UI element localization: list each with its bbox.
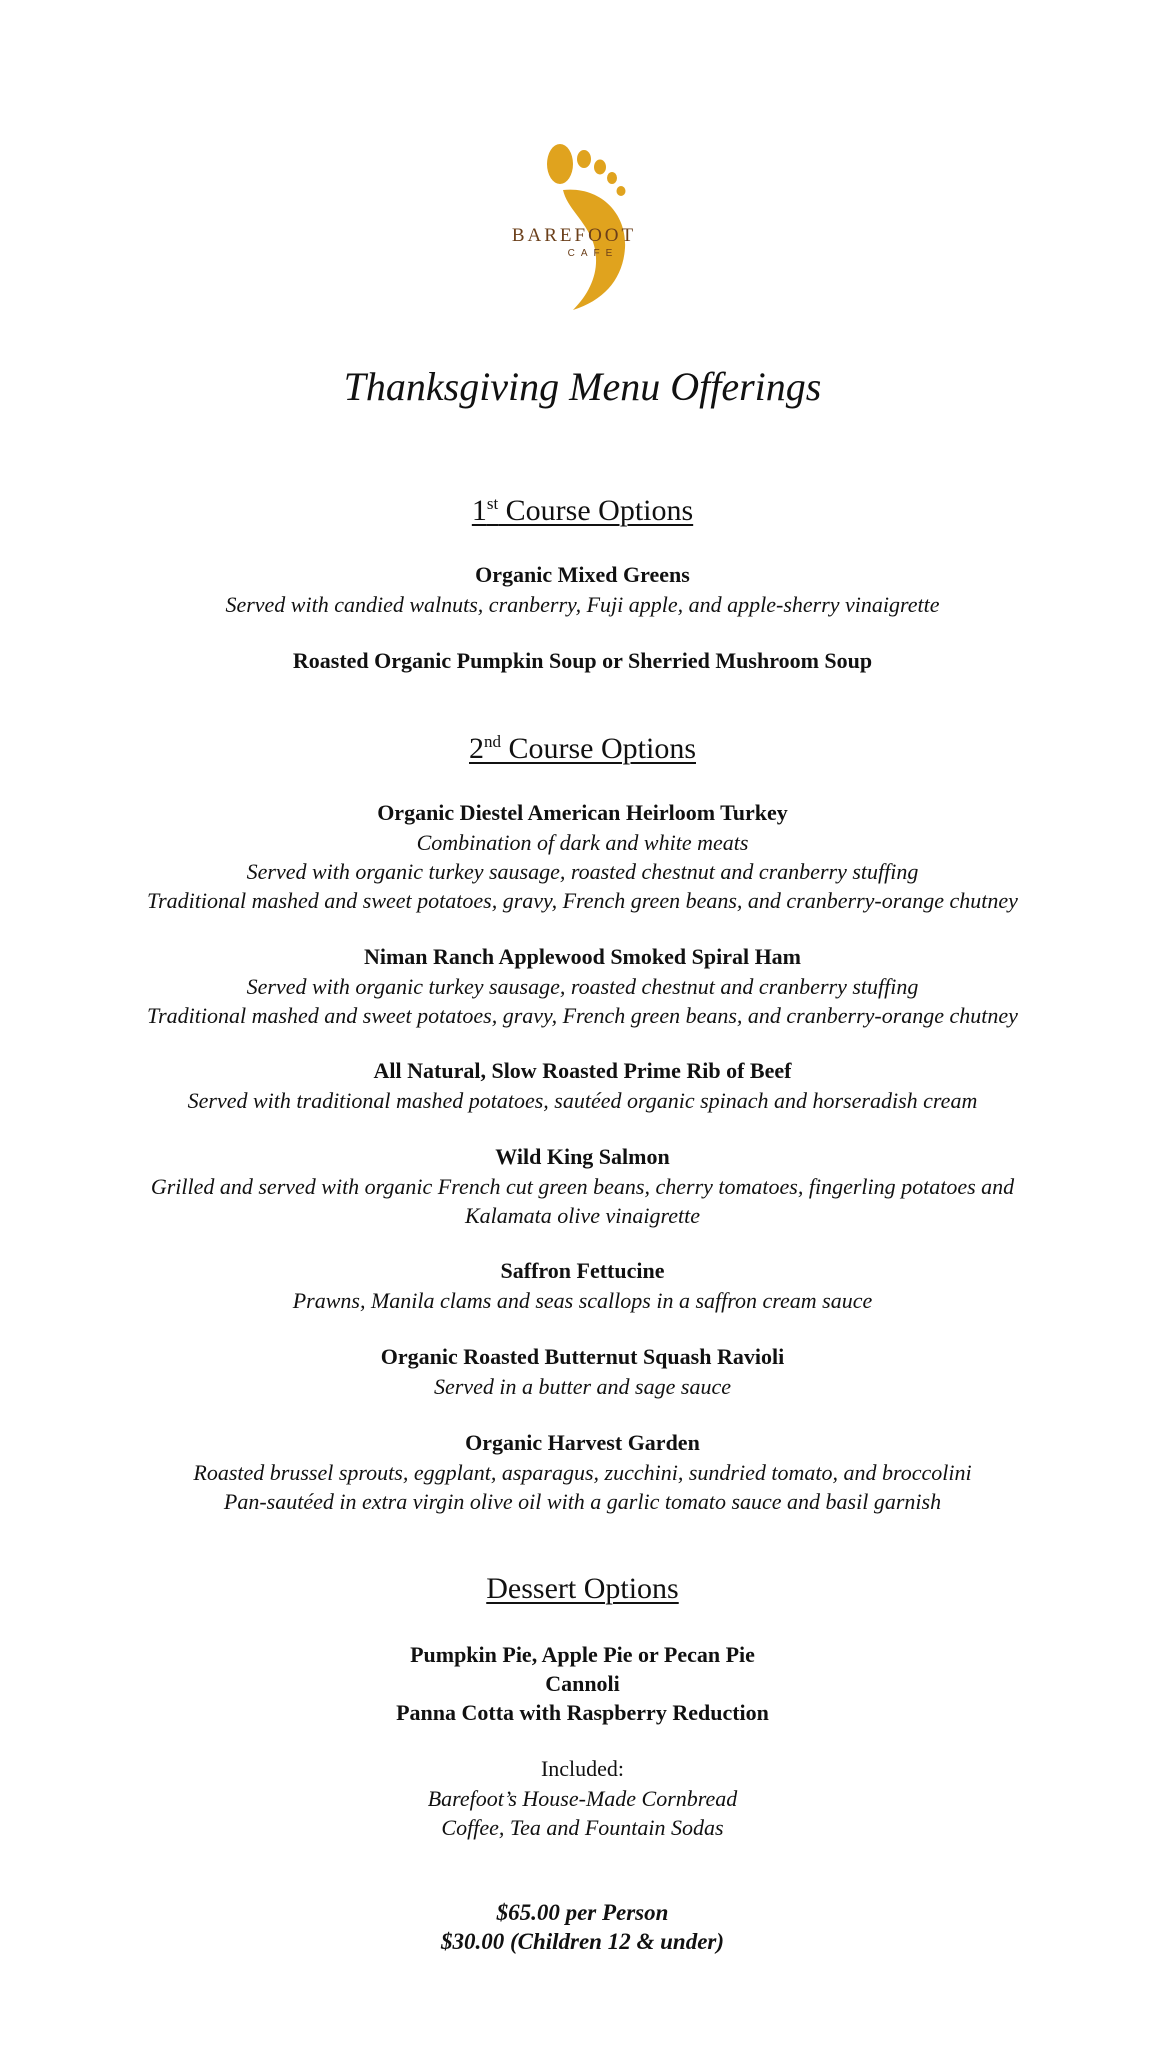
section-heading-second-course — [0, 732, 1165, 766]
page-title: Thanksgiving Menu Offerings — [343, 364, 822, 409]
adult-price: $65.00 per Person — [496, 1900, 669, 1925]
desc-line: Traditional mashed and sweet potatoes, gravy, French green beans, and cranberry-orange chutney — [147, 1003, 1018, 1028]
logo-subtext: CAFE — [567, 248, 619, 259]
menu-item-name: Wild King Salmon — [495, 1144, 670, 1169]
menu-item-desc — [0, 828, 1165, 915]
menu-item-name: All Natural, Slow Roasted Prime Rib of Beef — [373, 1058, 792, 1083]
menu-item-name: Niman Ranch Applewood Smoked Spiral Ham — [363, 944, 802, 969]
children-price: $30.00 (Children 12 & under) — [440, 1929, 725, 1954]
heading-number: 1 — [471, 494, 487, 527]
menu-item-desc — [0, 590, 1165, 619]
menu-item-desc — [0, 1086, 1165, 1115]
desc-line: Roasted brussel sprouts, eggplant, asparagus, zucchini, sundried tomato, and broccolini — [193, 1460, 972, 1485]
section-heading-dessert: Dessert Options — [486, 1572, 679, 1605]
dessert-item: Cannoli — [545, 1671, 620, 1696]
dessert-list — [0, 1640, 1165, 1727]
included-label: Included: — [540, 1756, 625, 1781]
menu-item-name: Organic Mixed Greens — [475, 562, 690, 587]
menu-item-name: Saffron Fettucine — [500, 1258, 665, 1283]
menu-item-desc — [0, 972, 1165, 1030]
desc-line: Prawns, Manila clams and seas scallops in a saffron cream sauce — [292, 1288, 873, 1313]
menu-item-desc — [0, 1172, 1165, 1230]
desc-line: Served with organic turkey sausage, roasted chestnut and cranberry stuffing — [246, 974, 919, 999]
desc-line: Served with candied walnuts, cranberry, Fuji apple, and apple-sherry vinaigrette — [225, 592, 940, 617]
desc-line: Pan-sautéed in extra virgin olive oil with a garlic tomato sauce and basil garnish — [223, 1489, 942, 1514]
desc-line: Grilled and served with organic French cut green beans, cherry tomatoes, fingerling potatoes and — [150, 1174, 1015, 1199]
heading-ordinal: nd — [484, 732, 501, 751]
menu-item-desc — [0, 1458, 1165, 1516]
included-item: Coffee, Tea and Fountain Sodas — [441, 1815, 724, 1840]
menu-item-name: Organic Harvest Garden — [465, 1430, 700, 1455]
included-list — [0, 1784, 1165, 1842]
heading-text: Course Options — [501, 732, 696, 765]
menu-item-desc — [0, 1286, 1165, 1315]
desc-line: Served in a butter and sage sauce — [434, 1374, 731, 1399]
menu-item-name: Organic Diestel American Heirloom Turkey — [377, 800, 788, 825]
barefoot-cafe-logo — [505, 138, 675, 313]
logo-wordmark: BAREFOOT — [511, 225, 637, 246]
section-heading-first-course — [0, 494, 1165, 528]
desc-line: Served with organic turkey sausage, roasted chestnut and cranberry stuffing — [246, 859, 919, 884]
desc-line: Served with traditional mashed potatoes, sautéed organic spinach and horseradish cream — [187, 1088, 978, 1113]
menu-item-name: Organic Roasted Butternut Squash Ravioli — [380, 1344, 785, 1369]
pricing — [0, 1898, 1165, 1956]
desc-line: Traditional mashed and sweet potatoes, gravy, French green beans, and cranberry-orange chutney — [147, 888, 1018, 913]
heading-text: Course Options — [498, 494, 694, 527]
included-item: Barefoot’s House-Made Cornbread — [427, 1786, 738, 1811]
dessert-item: Pumpkin Pie, Apple Pie or Pecan Pie — [410, 1642, 755, 1667]
menu-item-desc — [0, 1372, 1165, 1401]
heading-ordinal: st — [486, 494, 499, 513]
heading-number: 2 — [469, 732, 484, 765]
desc-line: Kalamata olive vinaigrette — [464, 1203, 701, 1228]
menu-item-name: Roasted Organic Pumpkin Soup or Sherried Mushroom Soup — [292, 648, 873, 673]
desc-line: Combination of dark and white meats — [416, 830, 749, 855]
dessert-item: Panna Cotta with Raspberry Reduction — [396, 1700, 769, 1725]
